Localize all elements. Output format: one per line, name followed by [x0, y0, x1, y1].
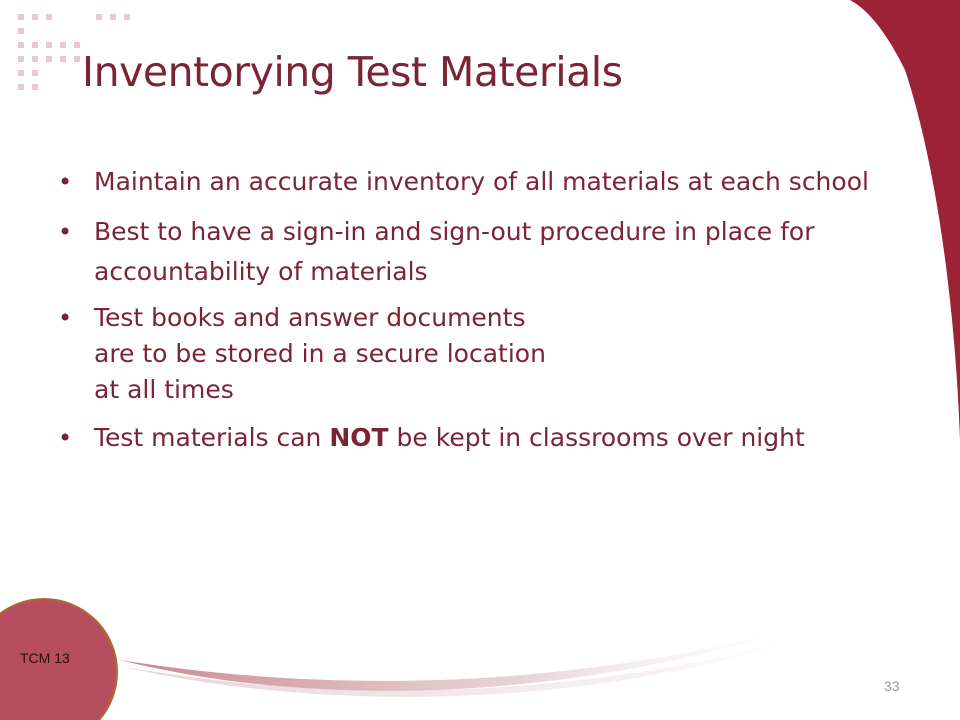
bullet-text: Maintain an accurate inventory of all materials at each school	[94, 167, 869, 196]
bottom-swoosh-decoration	[0, 600, 960, 720]
bullet-item	[58, 164, 878, 200]
bullet-item	[58, 420, 878, 456]
bullet-text: Best to have a sign-in and sign-out procedure in place for accountability of materials	[94, 217, 815, 286]
bullet-text-line: at all times	[94, 375, 234, 404]
slide-title: Inventorying Test Materials	[82, 48, 623, 96]
bullet-text-line: • Test books and answer documents	[94, 303, 526, 332]
bullet-emphasis: NOT	[329, 423, 389, 452]
bullet-text: be kept in classrooms over night	[388, 423, 805, 452]
bullet-list	[58, 164, 878, 468]
bullet-text-line: are to be stored in a secure location	[94, 339, 546, 368]
bullet-item	[58, 212, 878, 292]
tcm-badge-label: TCM 13	[20, 650, 70, 666]
page-number: 33	[884, 678, 900, 694]
bullet-text: Test materials can	[94, 423, 330, 452]
bullet-item	[58, 300, 878, 408]
